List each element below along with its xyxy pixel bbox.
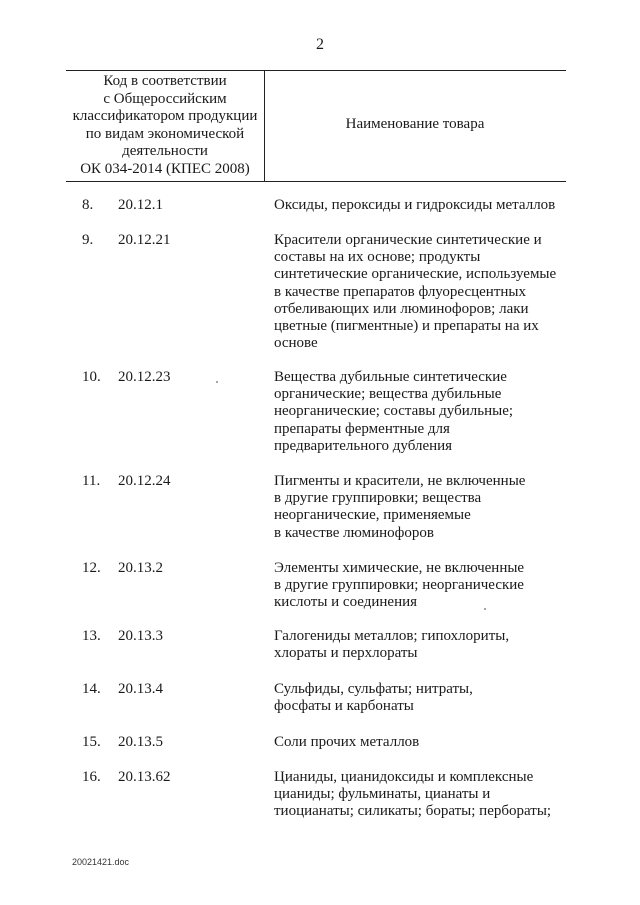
- product-name-line: препараты ферментные для: [274, 420, 450, 437]
- header-name-column: Наименование товара: [345, 116, 485, 132]
- product-name: [274, 369, 574, 455]
- product-name-line: цветные (пигментные) и препараты на их: [274, 318, 539, 335]
- product-name: [274, 232, 574, 352]
- product-name-line: Красители органические синтетические и: [274, 232, 542, 248]
- product-name-line: Соли прочих металлов: [274, 734, 420, 750]
- product-name-line: основе: [274, 335, 318, 352]
- header-code-line: по видам экономической: [85, 125, 245, 142]
- scan-speck: [216, 381, 218, 383]
- header-code-line: Код в соответствии: [103, 73, 227, 89]
- product-name-line: хлораты и перхлораты: [274, 645, 418, 662]
- product-name-line: синтетические органические, используемые: [274, 266, 557, 283]
- product-name: [274, 560, 574, 612]
- okpd-code: 20.12.21: [118, 232, 171, 248]
- okpd-code: 20.12.23: [118, 369, 171, 385]
- header-code-line: деятельности: [122, 143, 208, 160]
- product-name-line: Пигменты и красители, не включенные: [274, 473, 526, 489]
- product-name: [274, 197, 574, 214]
- row-number: 13.: [82, 628, 101, 644]
- header-top-rule: [66, 70, 566, 71]
- footer-filename: 20021421.doc: [72, 857, 130, 867]
- okpd-code: 20.13.62: [118, 769, 171, 785]
- header-code-line: классификатором продукции: [72, 108, 258, 125]
- header-code-line: ОК 034-2014 (КПЕС 2008): [80, 160, 250, 177]
- header-bottom-rule: [66, 181, 566, 182]
- product-name: [274, 628, 574, 662]
- product-name: [274, 769, 574, 821]
- product-name-line: Элементы химические, не включенные: [274, 560, 525, 576]
- product-name-line: кислоты и соединения: [274, 594, 418, 611]
- product-name-line: в другие группировки; неорганические: [274, 577, 524, 594]
- product-name-line: в качестве люминофоров: [274, 524, 434, 541]
- header-code-column: [66, 73, 264, 179]
- product-name-line: в качестве препаратов флуоресцентных: [274, 283, 526, 300]
- product-name-line: отбеливающих или люминофоров; лаки: [274, 300, 529, 317]
- page-number: 2: [316, 36, 324, 53]
- product-name-line: Вещества дубильные синтетические: [274, 369, 507, 385]
- row-number: 15.: [82, 734, 101, 750]
- row-number: 8.: [82, 197, 94, 213]
- header-code-line: с Общероссийским: [103, 90, 227, 107]
- okpd-code: 20.13.5: [118, 734, 163, 750]
- row-number: 11.: [82, 473, 101, 489]
- row-number: 9.: [82, 232, 94, 248]
- row-number: 14.: [82, 681, 101, 697]
- product-name: [274, 681, 574, 715]
- product-name-line: в другие группировки; вещества: [274, 490, 482, 507]
- row-number: 10.: [82, 369, 101, 385]
- product-name-line: Галогениды металлов; гипохлориты,: [274, 628, 510, 644]
- okpd-code: 20.13.4: [118, 681, 163, 697]
- product-name-line: предварительного дубления: [274, 437, 453, 454]
- product-name-line: неорганические, применяемые: [274, 507, 471, 524]
- product-name-line: тиоцианаты; силикаты; бораты; пербораты;: [274, 803, 552, 820]
- row-number: 16.: [82, 769, 101, 785]
- product-name-line: Оксиды, пероксиды и гидроксиды металлов: [274, 197, 556, 213]
- scan-speck: [484, 608, 486, 610]
- okpd-code: 20.13.3: [118, 628, 163, 644]
- product-name-line: Сульфиды, сульфаты; нитраты,: [274, 681, 473, 697]
- product-name-line: фосфаты и карбонаты: [274, 698, 414, 715]
- product-name-line: неорганические; составы дубильные;: [274, 403, 514, 420]
- product-name-line: цианиды; фульминаты, цианаты и: [274, 786, 491, 803]
- okpd-code: 20.12.1: [118, 197, 163, 213]
- product-name: [274, 734, 574, 751]
- row-number: 12.: [82, 560, 101, 576]
- okpd-code: 20.13.2: [118, 560, 163, 576]
- okpd-code: 20.12.24: [118, 473, 171, 489]
- product-name-line: Цианиды, цианидоксиды и комплексные: [274, 769, 534, 785]
- product-name-line: составы на их основе; продукты: [274, 249, 481, 266]
- product-name-line: органические; вещества дубильные: [274, 386, 502, 403]
- product-name: [274, 473, 574, 542]
